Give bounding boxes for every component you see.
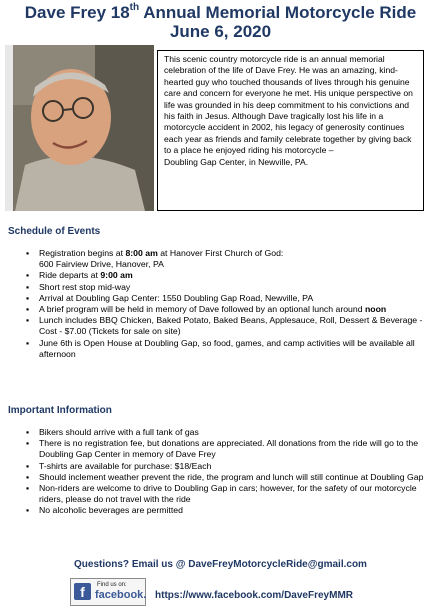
bullet-icon: ▪	[26, 270, 30, 281]
description-text: This scenic country motorcycle ride is an annual memorial celebration of the life of Dave Frey. He was an amazing, kind-hearted guy who touched thousands of lives through his genuine care and concern for everyone he met. His unique perspective on life was grounded in his deep commitment to his convictions and his faith in Jesus. Although Dave tragically lost his life in a motorcycle accident in 2002, his legacy of generosity continues each year as friends and family celebrate together by giving back to a place he enjoyed riding his motorcycle –	[164, 54, 413, 156]
schedule-heading: Schedule of Events	[8, 226, 101, 237]
bullet-icon: ▪	[26, 248, 30, 258]
item-text-post: at Hanover First Church of God:	[157, 248, 284, 258]
important-list	[26, 427, 436, 517]
bullet-icon: ▪	[26, 438, 30, 449]
list-item	[26, 472, 436, 483]
item-text: A brief program will be held in memory of Dave followed by an optional lunch around	[39, 304, 365, 315]
list-item	[26, 304, 436, 315]
list-item	[26, 315, 436, 337]
bullet-icon: ▪	[26, 292, 30, 303]
item-time: 8:00 am	[125, 248, 158, 258]
memorial-description-box	[157, 50, 424, 211]
bullet-icon: ▪	[26, 460, 30, 471]
dave-frey-photo	[5, 45, 154, 211]
bullet-icon: ▪	[26, 471, 30, 482]
facebook-badge[interactable]	[70, 578, 146, 606]
bullet-icon: ▪	[26, 281, 30, 292]
item-text: Arrival at Doubling Gap Center: 1550 Doubling Gap Road, Newville, PA	[39, 292, 314, 303]
title-ordinal-suffix: th	[129, 2, 140, 13]
item-text: Should inclement weather prevent the ride, the program and lunch will still continue at Doubling Gap	[39, 471, 424, 482]
item-time: noon	[364, 304, 387, 315]
list-item	[26, 427, 436, 438]
bullet-icon: ▪	[26, 505, 30, 516]
item-text: Short rest stop mid-way	[39, 281, 131, 292]
facebook-badge-wordmark: facebook.	[95, 589, 147, 601]
list-item	[26, 293, 436, 304]
facebook-icon: f	[74, 583, 91, 600]
title-line1-pre: Dave Frey 18	[24, 3, 130, 22]
item-text: Ride departs at	[39, 270, 101, 281]
bullet-icon: ▪	[26, 337, 30, 348]
list-item	[26, 483, 436, 505]
portrait-illustration	[5, 45, 154, 211]
bullet-icon: ▪	[26, 483, 30, 494]
schedule-list	[26, 248, 436, 360]
item-text: June 6th is Open House at Doubling Gap, so food, games, and camp activities will be available all afternoon	[39, 337, 415, 359]
list-item	[26, 270, 436, 281]
item-text: There is no registration fee, but donations are appreciated. All donations from the ride will go to the Doubling Gap Center in memory of Dave Frey	[39, 438, 419, 460]
item-text: Lunch includes BBQ Chicken, Baked Potato, Baked Beans, Applesauce, Roll, Dessert & Beverage - Cost - $7.00 (Tickets for sale on site)	[39, 315, 423, 337]
item-text: T-shirts are available for purchase: $18/Each	[39, 460, 212, 471]
item-text: Registration begins at	[39, 248, 126, 258]
item-text: No alcoholic beverages are permitted	[39, 505, 183, 516]
description-location: Doubling Gap Center, in Newville, PA.	[164, 156, 309, 167]
list-item	[26, 248, 436, 270]
title-line-1	[0, 3, 441, 22]
list-item	[26, 338, 436, 360]
flyer-title	[0, 3, 441, 41]
title-date: June 6, 2020	[169, 22, 272, 41]
facebook-url-link[interactable]: https://www.facebook.com/DaveFreyMMR	[155, 590, 353, 601]
contact-email[interactable]: Questions? Email us @ DaveFreyMotorcycleRide@gmail.com	[74, 559, 367, 570]
list-item	[26, 505, 436, 516]
list-item	[26, 461, 436, 472]
facebook-badge-caption: Find us on:	[97, 582, 127, 588]
item-text: Non-riders are welcome to drive to Doubling Gap in cars; however, for the safety of our motorcycle riders, please do not travel with the ride	[39, 483, 417, 505]
title-line1-post: Annual Memorial Motorcycle Ride	[139, 3, 417, 22]
bullet-icon: ▪	[26, 315, 30, 326]
list-item	[26, 438, 436, 460]
item-time: 9:00 am	[100, 270, 133, 281]
important-heading: Important Information	[8, 405, 112, 416]
item-text: Bikers should arrive with a full tank of gas	[39, 427, 199, 437]
bullet-icon: ▪	[26, 427, 30, 437]
bullet-icon: ▪	[26, 304, 30, 315]
item-address: 600 Fairview Drive, Hanover, PA	[39, 259, 164, 270]
list-item	[26, 282, 436, 293]
